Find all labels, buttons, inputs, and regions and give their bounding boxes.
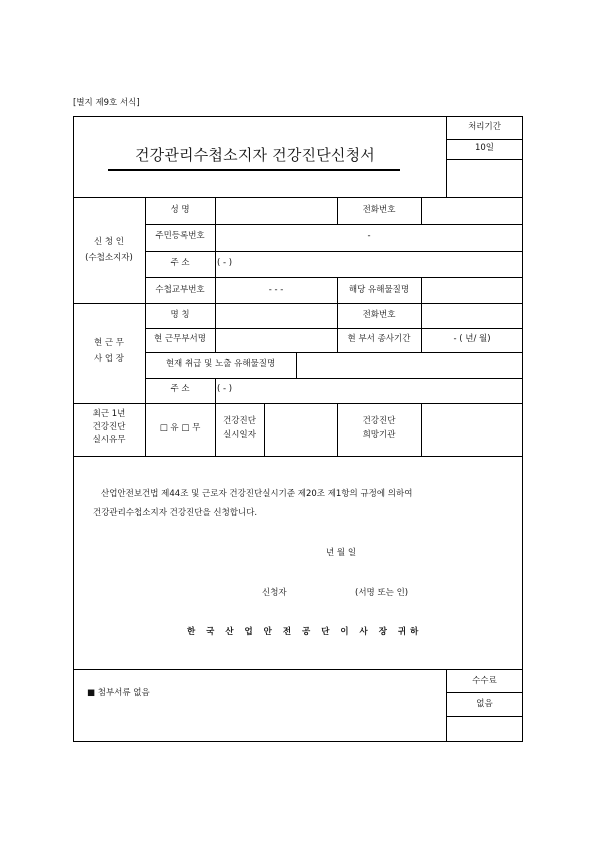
attachment-note: ■ 첨부서류 없음 <box>87 688 150 698</box>
dept-period-value[interactable]: - ( 년/ 월) <box>453 334 491 344</box>
workplace-address-label: 주 소 <box>170 384 190 394</box>
rrn-value[interactable]: - <box>367 231 371 241</box>
applicant-name-field[interactable] <box>216 198 336 224</box>
exam-yes-no-checkbox[interactable]: □ 유 □ 무 <box>159 423 201 433</box>
exam-date-label-2: 실시일자 <box>223 430 256 440</box>
workplace-section-label: 현 근 무 <box>93 338 125 348</box>
fee-label: 수수료 <box>472 676 497 686</box>
booklet-number-value[interactable]: - - - <box>268 285 284 295</box>
applicant-signature-label: 신청자 <box>262 588 287 598</box>
recipient: 한 국 산 업 안 전 공 단 이 사 장 귀하 <box>187 627 423 637</box>
applicant-section-sublabel: (수첩소지자) <box>85 253 133 263</box>
department-field[interactable] <box>216 329 336 352</box>
recent-exam-label: 최근 1년 <box>92 409 126 419</box>
signature-field[interactable]: (서명 또는 인) <box>355 588 409 598</box>
hazard-substance-field[interactable] <box>422 278 522 303</box>
exposure-substance-label: 현재 취급 및 노출 유해물질명 <box>165 359 276 369</box>
applicant-section-label: 신 청 인 <box>93 237 125 247</box>
workplace-phone-label: 전화번호 <box>362 310 396 320</box>
applicant-address-value[interactable]: ( - ) <box>217 258 233 268</box>
exposure-substance-field[interactable] <box>297 353 522 378</box>
page-title: 건강관리수첩소지자 건강진단신청서 <box>134 146 375 164</box>
applicant-address-label: 주 소 <box>170 258 190 268</box>
recent-exam-label-3: 실시유무 <box>92 435 126 445</box>
rrn-label: 주민등록번호 <box>155 231 205 241</box>
recent-exam-label-2: 건강진단 <box>92 422 126 432</box>
exam-date-label: 건강진단 <box>223 416 256 426</box>
exam-date-field[interactable] <box>265 404 336 456</box>
desired-agency-field[interactable] <box>422 404 522 456</box>
workplace-phone-field[interactable] <box>422 304 522 328</box>
desired-agency-label-2: 희망기관 <box>362 430 396 440</box>
statement-line-1: 산업안전보건법 제44조 및 근로자 건강진단실시기준 제20조 제1항의 규정에 의하여 <box>101 489 413 499</box>
booklet-number-label: 수첩교부번호 <box>155 285 205 295</box>
dept-period-label: 현 부서 종사기간 <box>347 334 411 344</box>
title-underline <box>108 169 400 171</box>
processing-period-label: 처리기간 <box>468 122 501 132</box>
applicant-name-label: 성 명 <box>170 205 190 215</box>
workplace-name-label: 명 칭 <box>170 310 190 320</box>
department-label: 현 근무부서명 <box>154 334 206 344</box>
fee-value: 없음 <box>476 699 493 709</box>
applicant-phone-field[interactable] <box>422 198 522 224</box>
applicant-phone-label: 전화번호 <box>362 205 396 215</box>
workplace-name-field[interactable] <box>216 304 336 328</box>
workplace-address-value[interactable]: ( - ) <box>217 384 233 394</box>
statement-line-2: 건강관리수첩소지자 건강진단을 신청합니다. <box>93 508 258 518</box>
workplace-section-sublabel: 사 업 장 <box>93 354 125 364</box>
processing-period-value: 10일 <box>474 143 495 153</box>
application-date[interactable]: 년 월 일 <box>326 548 357 558</box>
desired-agency-label: 건강진단 <box>362 416 396 426</box>
form-number: [별지 제9호 서식] <box>73 98 140 108</box>
hazard-substance-label: 해당 유해물질명 <box>348 285 410 295</box>
